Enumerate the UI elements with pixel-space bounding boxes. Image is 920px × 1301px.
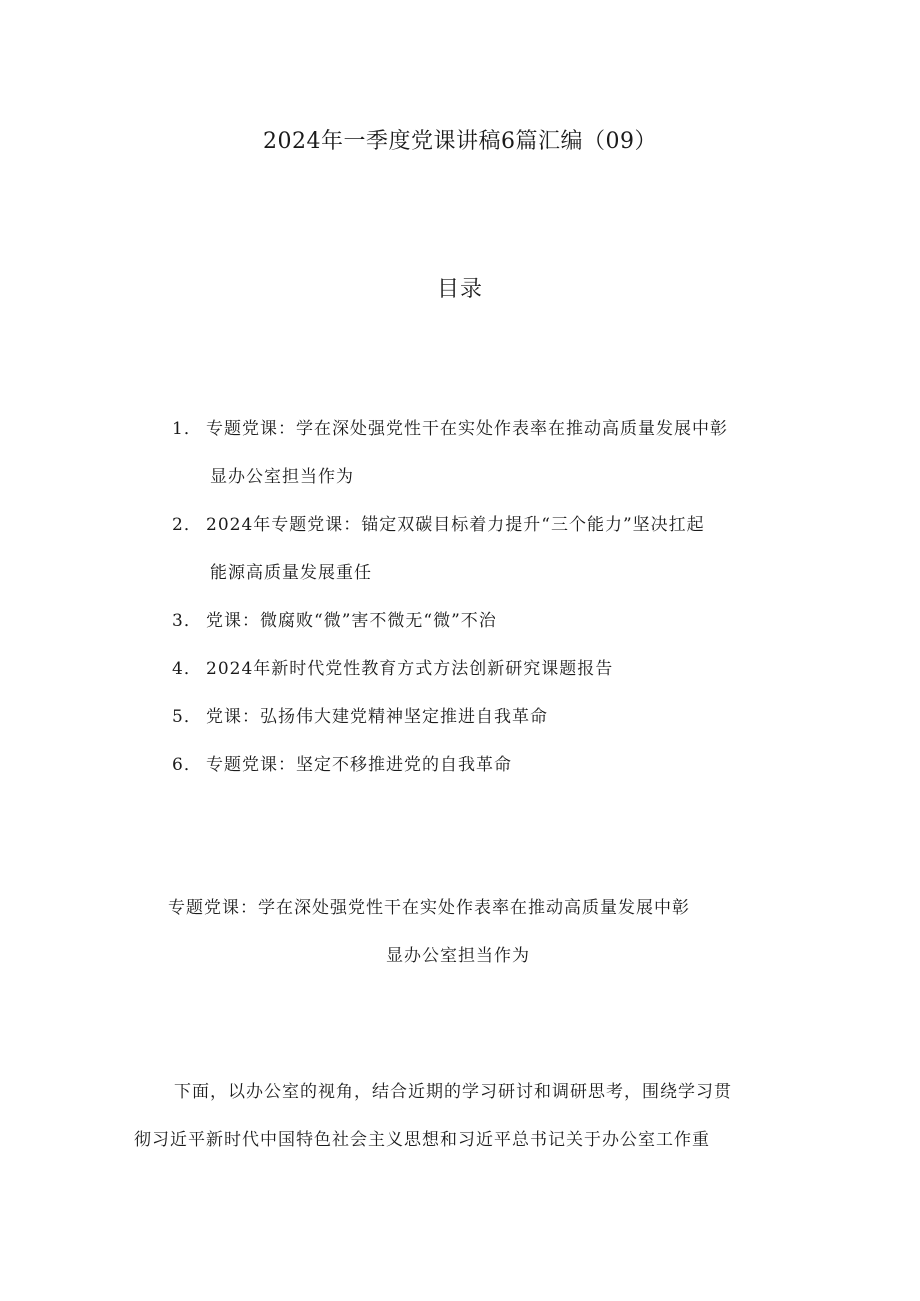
toc-item-3[interactable] xyxy=(172,597,812,645)
toc-heading: 目录 xyxy=(436,277,483,302)
toc-item-1[interactable] xyxy=(172,405,812,501)
toc-text: 专题党课：坚定不移推进党的自我革命 xyxy=(206,755,512,775)
toc-item-5[interactable] xyxy=(172,693,812,741)
body-line-1: 下面，以办公室的视角，结合近期的学习研讨和调研思考，围绕学习贯 xyxy=(174,1082,732,1102)
toc-number: 1． xyxy=(172,419,202,439)
toc-number: 2． xyxy=(172,515,202,535)
table-of-contents xyxy=(172,405,812,789)
toc-text: 专题党课：学在深处强党性干在实处作表率在推动高质量发展中彰 xyxy=(206,419,728,439)
toc-text: 党课：微腐败“微”害不微无“微”不治 xyxy=(206,611,497,631)
document-title: 2024年一季度党课讲稿6篇汇编（09） xyxy=(263,129,657,154)
toc-number: 5． xyxy=(172,707,202,727)
toc-text-continued: 显办公室担当作为 xyxy=(210,467,354,487)
toc-number: 4． xyxy=(172,659,202,679)
body-line-2: 彻习近平新时代中国特色社会主义思想和习近平总书记关于办公室工作重 xyxy=(134,1130,710,1150)
toc-text: 2024年专题党课：锚定双碳目标着力提升“三个能力”坚决扛起 xyxy=(206,515,705,535)
section-title xyxy=(168,884,788,980)
toc-number: 6． xyxy=(172,755,202,775)
section-title-line-1: 专题党课：学在深处强党性干在实处作表率在推动高质量发展中彰 xyxy=(168,898,690,918)
toc-number: 3． xyxy=(172,611,202,631)
toc-text-continued: 能源高质量发展重任 xyxy=(210,563,372,583)
toc-item-4[interactable] xyxy=(172,645,812,693)
toc-text: 党课：弘扬伟大建党精神坚定推进自我革命 xyxy=(206,707,548,727)
toc-text: 2024年新时代党性教育方式方法创新研究课题报告 xyxy=(206,659,614,679)
toc-item-2[interactable] xyxy=(172,501,812,597)
body-paragraph xyxy=(134,1068,794,1164)
toc-item-6[interactable] xyxy=(172,741,812,789)
section-title-line-2: 显办公室担当作为 xyxy=(386,946,530,966)
